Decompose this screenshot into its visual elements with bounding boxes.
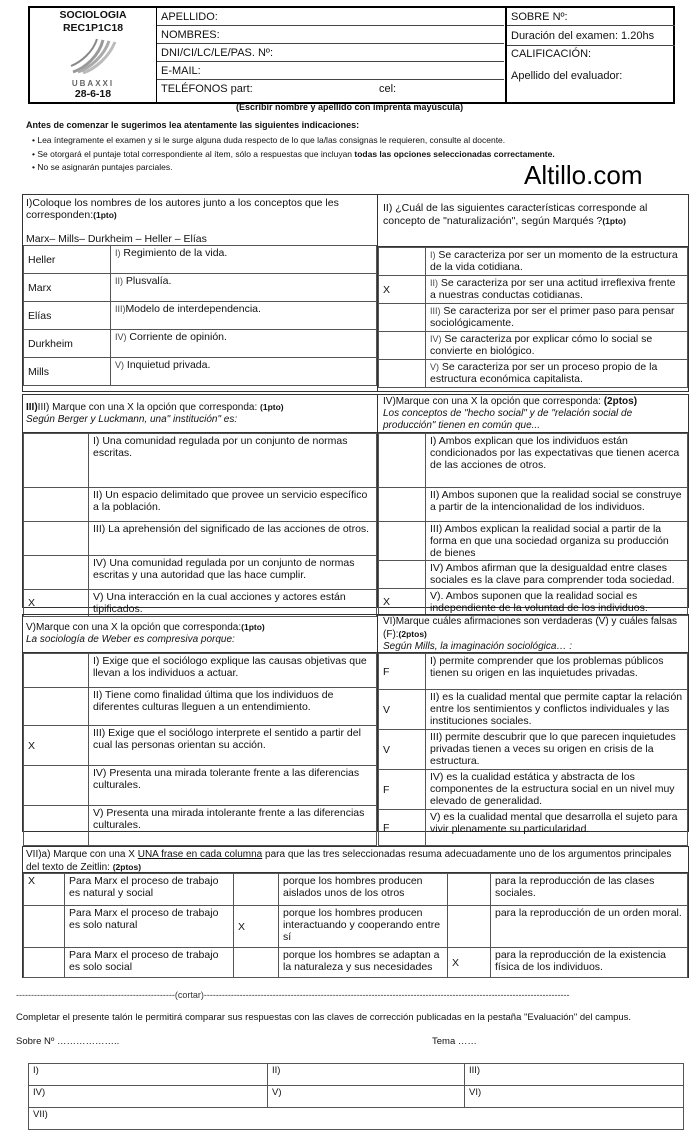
concept-cell xyxy=(111,358,377,386)
option-cell xyxy=(426,248,688,276)
exam-header xyxy=(28,6,675,104)
instruction-item: • No se asignarán puntajes parciales. xyxy=(32,162,173,172)
evaluador-label: Apellido del evaluador: xyxy=(511,70,623,82)
option-text: V). Ambos suponen que la realidad social es independiente de la voluntad de los individuos. xyxy=(426,589,688,616)
table-row xyxy=(24,556,377,590)
answer-mark-field[interactable]: F xyxy=(379,810,426,846)
q5-title: V)Marque con una X la opción que corresponda:(1pto) La sociología de Weber es compresiva porque: xyxy=(23,615,377,653)
q2 xyxy=(378,195,688,391)
item-text: Corriente de opinión. xyxy=(126,331,227,343)
q4-table xyxy=(378,433,688,616)
table-row xyxy=(24,688,377,726)
item-number: II) xyxy=(430,278,438,288)
option-text: IV) Ambos afirman que la desigualdad entre clases sociales es la clave para comprender toda sociedad. xyxy=(426,561,688,589)
logo-text: UBAXXI xyxy=(71,79,115,88)
q2-table xyxy=(378,247,688,388)
table-row xyxy=(379,690,688,730)
field-label: NOMBRES: xyxy=(161,29,220,41)
table-row xyxy=(24,726,377,766)
table-row xyxy=(24,948,688,978)
option-text: III) Ambos explican la realidad social a partir de la forma en que una sociedad organiza su producción de bienes xyxy=(426,522,688,561)
column3-mark-field[interactable] xyxy=(448,906,491,948)
item-number: V) xyxy=(115,360,124,370)
table-row xyxy=(24,874,688,906)
q1-title: I)Coloque los nombres de los autores junto a los conceptos que les corresponden:(1pto) Marx– Mills– Durkheim – Heller – Elías xyxy=(26,197,339,245)
column3-mark-field[interactable]: X xyxy=(448,948,491,978)
column2-phrase: porque los hombres se adaptan a la naturaleza y sus necesidades xyxy=(279,948,448,978)
item-number: II) xyxy=(115,276,123,286)
answer-field[interactable]: Marx xyxy=(24,274,111,302)
option-text: I) Una comunidad regulada por un conjunto de normas escritas. xyxy=(89,434,377,488)
answer-mark-field[interactable] xyxy=(379,332,426,360)
answer-cell-2[interactable]: II) xyxy=(268,1064,465,1086)
table-row xyxy=(379,360,688,388)
field-label: E-MAIL: xyxy=(161,65,201,77)
table-row xyxy=(24,330,377,358)
option-text: V) Presenta una mirada intolerante frente a las diferencias culturales. xyxy=(89,806,377,846)
table-row xyxy=(379,434,688,488)
option-text: IV) Presenta una mirada tolerante frente a las diferencias culturales. xyxy=(89,766,377,806)
concept-cell xyxy=(111,302,377,330)
column3-phrase: para la reproducción de la existencia física de los individuos. xyxy=(491,948,688,978)
column1-mark-field[interactable] xyxy=(24,948,65,978)
table-row xyxy=(24,906,688,948)
option-text: IV) Una comunidad regulada por un conjunto de normas escritas y una autoridad que las hace cumplir. xyxy=(89,556,377,590)
answer-mark-field[interactable]: X xyxy=(24,590,89,617)
answer-cell-6[interactable]: VI) xyxy=(465,1086,684,1108)
option-cell xyxy=(426,332,688,360)
item-text: Se caracteriza por ser una actitud irreflexiva frente a nuestras conductas cotidianas. xyxy=(430,277,676,301)
answer-mark-field[interactable] xyxy=(24,522,89,556)
answer-mark-field[interactable]: X xyxy=(379,276,426,304)
option-text: III) La aprehensión del significado de las acciones de otros. xyxy=(89,522,377,556)
q4-subtitle: Los conceptos de "hecho social" y de "relación social de producción" tienen en común que... xyxy=(383,408,633,431)
item-text: Se caracteriza por ser el primer paso para pensar sociológicamente. xyxy=(430,305,675,329)
sobre-label: SOBRE Nº: xyxy=(507,8,675,26)
table-row xyxy=(379,332,688,360)
answer-field[interactable]: Mills xyxy=(24,358,111,386)
table-row xyxy=(379,488,688,522)
answer-mark-field[interactable] xyxy=(24,654,89,688)
q3-title: III)III) Marque con una X la opción que corresponda: (1pto) Según Berger y Luckmann, una" institución" es: xyxy=(23,395,377,433)
concept-cell xyxy=(111,274,377,302)
footer-sobre: Sobre Nº ……………….. xyxy=(16,1036,120,1047)
table-row xyxy=(379,770,688,810)
item-number: IV) xyxy=(430,334,442,344)
answer-mark-field[interactable] xyxy=(24,434,89,488)
answer-mark-field[interactable] xyxy=(379,360,426,388)
table-row xyxy=(24,246,377,274)
exam-date: 28-6-18 xyxy=(74,88,112,100)
column3-phrase: para la reproducción de un orden moral. xyxy=(491,906,688,948)
field-telefonos[interactable] xyxy=(157,80,504,102)
column1-phrase: Para Marx el proceso de trabajo es solo social xyxy=(65,948,234,978)
field-email[interactable] xyxy=(157,62,504,80)
table-row xyxy=(379,654,688,690)
header-note: (Escribir nombre y apellido con imprenta mayúscula) xyxy=(236,102,464,112)
field-dni[interactable] xyxy=(157,44,504,62)
duration-label: Duración del examen: 1.20hs xyxy=(507,26,675,46)
option-text: II) Ambos suponen que la realidad social se construye a partir de la intencionalidad de los individuos. xyxy=(426,488,688,522)
table-row xyxy=(24,302,377,330)
item-number: I) xyxy=(430,250,436,260)
answer-field[interactable]: Durkheim xyxy=(24,330,111,358)
answer-cell-3[interactable]: III) xyxy=(465,1064,684,1086)
table-row xyxy=(24,766,377,806)
item-text: Plusvalía. xyxy=(123,275,172,287)
item-number: III) xyxy=(430,306,441,316)
column3-phrase: para la reproducción de las clases sociales. xyxy=(491,874,688,906)
field-label: TELÉFONOS part: xyxy=(161,83,253,95)
option-cell xyxy=(426,304,688,332)
answer-summary-table xyxy=(28,1063,684,1130)
q5-table xyxy=(23,653,377,846)
table-row xyxy=(24,806,377,846)
answer-mark-field[interactable] xyxy=(24,556,89,590)
answer-cell-4[interactable]: IV) xyxy=(29,1086,268,1108)
table-row xyxy=(379,304,688,332)
answer-mark-field[interactable]: V xyxy=(379,690,426,730)
answer-cell-1[interactable]: I) xyxy=(29,1064,268,1086)
q7 xyxy=(22,846,689,978)
q7-table xyxy=(23,873,688,978)
table-row xyxy=(24,358,377,386)
table-row xyxy=(24,434,377,488)
q4-title: IV)Marque con una X la opción que corresponda: (2ptos) Los conceptos de "hecho social" y de "relación social de producción" tienen en común que... xyxy=(378,395,688,433)
q5-q6-block xyxy=(22,614,689,835)
watermark: Altillo.com xyxy=(524,160,643,190)
item-text: Modelo de interdependencia. xyxy=(125,303,261,315)
instruction-item: • Se otorgará el puntaje total correspondiente al ítem, sólo a respuestas que incluyan todas las opciones seleccionadas correctamente. xyxy=(32,148,555,159)
table-row xyxy=(24,654,377,688)
option-text: V) es la cualidad mental que desarrolla el sujeto para vivir plenamente su particularidad. xyxy=(426,810,688,846)
option-text: III) Exige que el sociólogo interprete el sentido a partir del cual las personas orientan su acción. xyxy=(89,726,377,766)
ubaxxi-logo-icon xyxy=(69,38,117,74)
field-apellido[interactable] xyxy=(157,8,504,26)
answer-field[interactable]: Elías xyxy=(24,302,111,330)
table-row xyxy=(379,276,688,304)
q6-title: VI)Marque cuáles afirmaciones son verdaderas (V) y cuáles falsas (F):(2ptos) Según Mills, la imaginación sociológica… : xyxy=(378,615,688,653)
answer-mark-field[interactable] xyxy=(24,688,89,726)
q2-title: II) ¿Cuál de las siguientes características corresponde al concepto de "naturalización", según Marqués ?(1pto) xyxy=(378,195,688,247)
item-text: Inquietud privada. xyxy=(124,359,211,371)
q5-subtitle: La sociología de Weber es compresiva porque: xyxy=(26,634,235,645)
answer-field[interactable]: Heller xyxy=(24,246,111,274)
column1-mark-field[interactable]: X xyxy=(24,874,65,906)
calificacion-label: CALIFICACIÓN: xyxy=(511,48,592,60)
q6 xyxy=(378,615,688,835)
table-row xyxy=(379,248,688,276)
q3-table xyxy=(23,433,377,617)
table-row xyxy=(24,590,377,617)
answer-mark-field[interactable]: V xyxy=(379,730,426,770)
option-text: I) Ambos explican que los individuos están condicionados por las expectativas que tienen acerca de las acciones de otros. xyxy=(426,434,688,488)
table-row xyxy=(24,274,377,302)
footer-text: Completar el presente talón le permitirá comparar sus respuestas con las claves de corrección publicadas en la pestaña "Evaluación" del campus. xyxy=(16,1012,632,1023)
q6-table xyxy=(378,653,688,846)
concept-cell xyxy=(111,330,377,358)
item-number: I) xyxy=(115,248,121,258)
subject-title: SOCIOLOGIA xyxy=(59,9,127,21)
table-row xyxy=(379,522,688,561)
q1-table xyxy=(23,245,377,386)
option-text: I) permite comprender que los problemas públicos tienen su origen en las inquietudes privadas. xyxy=(426,654,688,690)
column2-mark-field[interactable] xyxy=(234,874,279,906)
answer-mark-field[interactable] xyxy=(379,561,426,589)
q3-subtitle: Según Berger y Luckmann, una" institución" es: xyxy=(26,414,238,425)
exam-code: REC1P1C18 xyxy=(62,22,124,34)
answer-mark-field[interactable] xyxy=(379,434,426,488)
option-text: II) Tiene como finalidad última que los individuos de diferentes culturas lleguen a un entendimiento. xyxy=(89,688,377,726)
answer-mark-field[interactable] xyxy=(379,248,426,276)
instructions-intro: Antes de comenzar le sugerimos lea atentamente las siguientes indicaciones: xyxy=(26,120,360,130)
q4 xyxy=(378,395,688,614)
field-label: APELLIDO: xyxy=(161,11,218,23)
answer-mark-field[interactable]: X xyxy=(24,726,89,766)
instruction-item: • Lea íntegramente el examen y si le surge alguna duda respecto de lo que la/las consignas le requieren, consulte al docente. xyxy=(32,135,506,145)
option-text: III) permite descubrir que lo que parecen inquietudes privadas tienen a veces su origen en crisis de la estructura. xyxy=(426,730,688,770)
table-row xyxy=(379,589,688,616)
field-label: DNI/CI/LC/LE/PAS. Nº: xyxy=(161,47,274,59)
answer-mark-field[interactable] xyxy=(379,488,426,522)
answer-mark-field[interactable] xyxy=(24,806,89,846)
column1-phrase: Para Marx el proceso de trabajo es solo natural xyxy=(65,906,234,948)
footer-tema: Tema …… xyxy=(432,1036,477,1047)
item-number: V) xyxy=(430,362,439,372)
option-text: V) Una interacción en la cual acciones y actores están tipificados. xyxy=(89,590,377,617)
answer-mark-field[interactable]: X xyxy=(379,589,426,616)
option-cell xyxy=(426,360,688,388)
q5 xyxy=(23,615,378,831)
item-text: Regimiento de la vida. xyxy=(120,247,228,259)
answer-mark-field[interactable] xyxy=(379,304,426,332)
column2-phrase: porque los hombres producen aislados unos de los otros xyxy=(279,874,448,906)
table-row xyxy=(379,730,688,770)
column1-phrase: Para Marx el proceso de trabajo es natural y social xyxy=(65,874,234,906)
cel-label: cel: xyxy=(379,83,397,95)
answer-cell-5[interactable]: V) xyxy=(268,1086,465,1108)
answer-mark-field[interactable]: F xyxy=(379,654,426,690)
header-logo-block xyxy=(30,8,157,102)
option-text: II) es la cualidad mental que permite captar la relación entre los sentimientos y conflictos individuales y las instituciones sociales. xyxy=(426,690,688,730)
cut-line: -----------------------------------------------------(cortar)-------------------------------------------------------------------------------------------------------------------------- xyxy=(16,990,570,1000)
option-text: II) Un espacio delimitado que provee un servicio específico a la población. xyxy=(89,488,377,522)
student-fields xyxy=(157,8,504,102)
answer-mark-field[interactable]: F xyxy=(379,770,426,810)
item-text: Se caracteriza por explicar cómo lo social se convierte en biológico. xyxy=(430,333,653,357)
field-nombres[interactable] xyxy=(157,26,504,44)
answer-cell-7[interactable]: VII) xyxy=(29,1108,684,1130)
table-row xyxy=(24,522,377,556)
item-number: IV) xyxy=(115,332,127,342)
column2-mark-field[interactable]: X xyxy=(234,906,279,948)
table-row xyxy=(379,810,688,846)
answer-mark-field[interactable] xyxy=(379,522,426,561)
table-row xyxy=(24,488,377,522)
column2-mark-field[interactable] xyxy=(234,948,279,978)
answer-mark-field[interactable] xyxy=(24,488,89,522)
item-text: Se caracteriza por ser un proceso propio de la estructura económica capitalista. xyxy=(430,361,658,385)
item-text: Se caracteriza por ser un momento de la estructura de la vida cotidiana. xyxy=(430,249,678,273)
q6-subtitle: Según Mills, la imaginación sociológica… : xyxy=(383,641,572,652)
grading-block xyxy=(505,8,675,102)
option-text: IV) es la cualidad estática y abstracta de los componentes de la estructura social en un nivel muy elevado de generalidad. xyxy=(426,770,688,810)
q3-q4-block xyxy=(22,394,689,615)
option-text: I) Exige que el sociólogo explique las causas objetivas que llevan a los individuos a actuar. xyxy=(89,654,377,688)
column3-mark-field[interactable] xyxy=(448,874,491,906)
concept-cell xyxy=(111,246,377,274)
table-row xyxy=(379,561,688,589)
answer-mark-field[interactable] xyxy=(24,766,89,806)
q1-q2-block xyxy=(22,194,689,392)
option-cell xyxy=(426,276,688,304)
column1-mark-field[interactable] xyxy=(24,906,65,948)
q1 xyxy=(23,195,378,391)
column2-phrase: porque los hombres producen interactuando y cooperando entre sí xyxy=(279,906,448,948)
q7-title: VII)a) Marque con una X UNA frase en cada columna para que las tres seleccionadas resuma adecuadamente uno de los argumentos principales del texto de Zeitlin: (2ptos) xyxy=(23,847,688,873)
q1-authors: Marx– Mills– Durkheim – Heller – Elías xyxy=(26,233,207,245)
item-number: III) xyxy=(115,304,126,314)
q3 xyxy=(23,395,378,615)
